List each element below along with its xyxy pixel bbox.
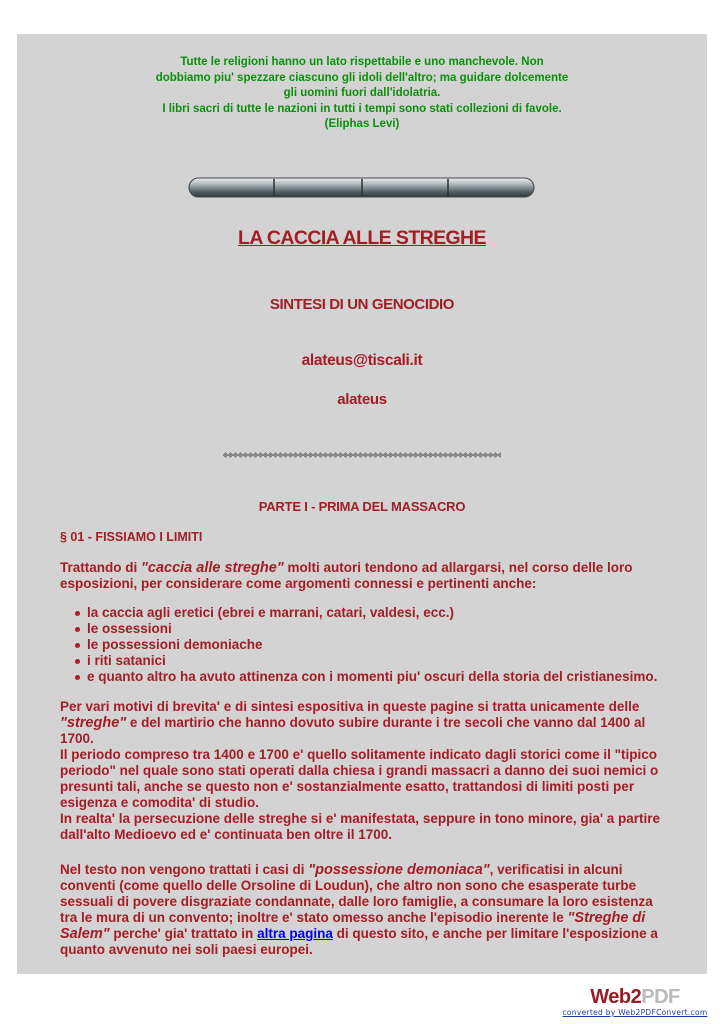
text-run: , verificatisi in alcuni — [489, 862, 623, 877]
emphasis-text: "streghe" — [60, 715, 127, 731]
bullet-dot-icon — [75, 659, 80, 664]
section-heading: § 01 - FISSIAMO I LIMITI — [60, 530, 203, 544]
emphasis-text: "caccia alle streghe" — [141, 560, 284, 576]
text-line: presunti tali, anche se questo non e' sostanzialmente esatto, trattandosi di limiti posti per — [60, 779, 635, 794]
body-paragraph-2 — [60, 862, 670, 958]
bullet-dot-icon — [75, 611, 80, 616]
author-email: alateus@tiscali.it — [301, 352, 423, 369]
decorative-separator-rule-icon — [223, 452, 501, 458]
logo-web: Web2 — [590, 986, 642, 1008]
quote-line: I libri sacri di tutte le nazioni in tutti i tempi sono stati collezioni di favole. — [162, 102, 562, 115]
page-subtitle: SINTESI DI UN GENOCIDIO — [269, 296, 455, 313]
quote-line: Tutte le religioni hanno un lato rispettabile e uno manchevole. Non — [180, 56, 544, 68]
list-item-text: la caccia agli eretici (ebrei e marrani, catari, valdesi, ecc.) — [87, 605, 454, 620]
logo-pdf: PDF — [641, 986, 680, 1008]
quote-line: gli uomini fuori dall'idolatria. — [283, 87, 441, 99]
text-run: Trattando di — [60, 560, 141, 575]
list-item-text: e quanto altro ha avuto attinenza con i momenti piu' oscuri della storia del cristianesimo. — [87, 669, 658, 684]
bullet-dot-icon — [75, 627, 80, 632]
page-title: LA CACCIA ALLE STREGHE — [238, 227, 486, 249]
bullet-dot-icon — [75, 675, 80, 680]
list-item — [60, 621, 670, 637]
text-line: esigenza e comodita' di studio. — [60, 795, 259, 810]
content-panel — [17, 34, 707, 974]
topic-list — [60, 605, 670, 685]
text-line: conventi (come quello delle Orsoline di Loudun), che altro non sono che esasperate turbe — [60, 878, 637, 893]
body-paragraph-1 — [60, 699, 670, 843]
metal-bar-divider-icon — [188, 177, 535, 198]
text-line: Per vari motivi di brevita' e di sintesi espositiva in queste pagine si tratta unicamente delle — [60, 699, 640, 714]
list-item-text: le ossessioni — [87, 621, 172, 636]
text-line: esposizioni, per considerare come argomenti connessi e pertinenti anche: — [60, 576, 537, 591]
text-line: 1700. — [60, 731, 94, 746]
text-run: Nel testo non vengono trattati i casi di — [60, 862, 309, 877]
emphasis-text: "possessione demoniaca" — [308, 862, 490, 878]
text-line: Il periodo compreso tra 1400 e 1700 e' quello solitamente indicato dagli storici come il "tipico — [60, 747, 658, 762]
text-line: quanto avvenuto nei soli paesi europei. — [60, 942, 313, 957]
list-item-text: i riti satanici — [87, 653, 166, 668]
text-run: perche' gia' trattato in — [109, 926, 258, 941]
author-name: alateus — [337, 391, 387, 408]
emphasis-text: "Streghe di — [567, 910, 646, 926]
text-run: molti autori tendono ad allargarsi, nel corso delle loro — [283, 560, 633, 575]
text-line: sessuali di povere disgraziate condannate, dalle loro famiglie, a consumare la loro esistenza — [60, 894, 653, 909]
list-item — [60, 669, 670, 685]
list-item — [60, 605, 670, 621]
emphasis-text: Salem" — [60, 926, 110, 942]
text-line: In realta' la persecuzione delle streghe si e' manifestata, seppure in tono minore, gia' a partire — [60, 811, 661, 826]
logo-wordmark — [560, 986, 710, 1008]
part-heading: PARTE I - PRIMA DEL MASSACRO — [258, 499, 466, 514]
text-line: periodo" nel quale sono stati operati dalla chiesa i grandi massacri a danno dei suoi nemici o — [60, 763, 659, 778]
web2pdf-logo-icon[interactable] — [560, 986, 710, 1020]
altra-pagina-link[interactable]: altra pagina — [257, 926, 333, 941]
text-run: tra le mura di un convento; inoltre e' stato omesso anche l'episodio inerente le — [60, 910, 568, 925]
quote-line: dobbiamo piu' spezzare ciascuno gli idoli dell'altro; ma guidare dolcemente — [155, 71, 569, 84]
intro-paragraph — [60, 560, 670, 592]
bullet-dot-icon — [75, 643, 80, 648]
list-item-text: le possessioni demoniache — [87, 637, 263, 652]
list-item — [60, 637, 670, 653]
epigraph-quote — [17, 55, 707, 133]
text-run: di questo sito, e anche per limitare l'esposizione a — [332, 926, 658, 941]
quote-attribution: (Eliphas Levi) — [324, 118, 400, 130]
converted-by-link[interactable]: converted by Web2PDFConvert.com — [562, 1008, 708, 1017]
list-item — [60, 653, 670, 669]
text-line: dall'alto Medioevo ed e' continuata ben oltre il 1700. — [60, 827, 392, 842]
text-run: e del martirio che hanno dovuto subire durante i tre secoli che vanno dal 1400 al — [126, 715, 646, 730]
